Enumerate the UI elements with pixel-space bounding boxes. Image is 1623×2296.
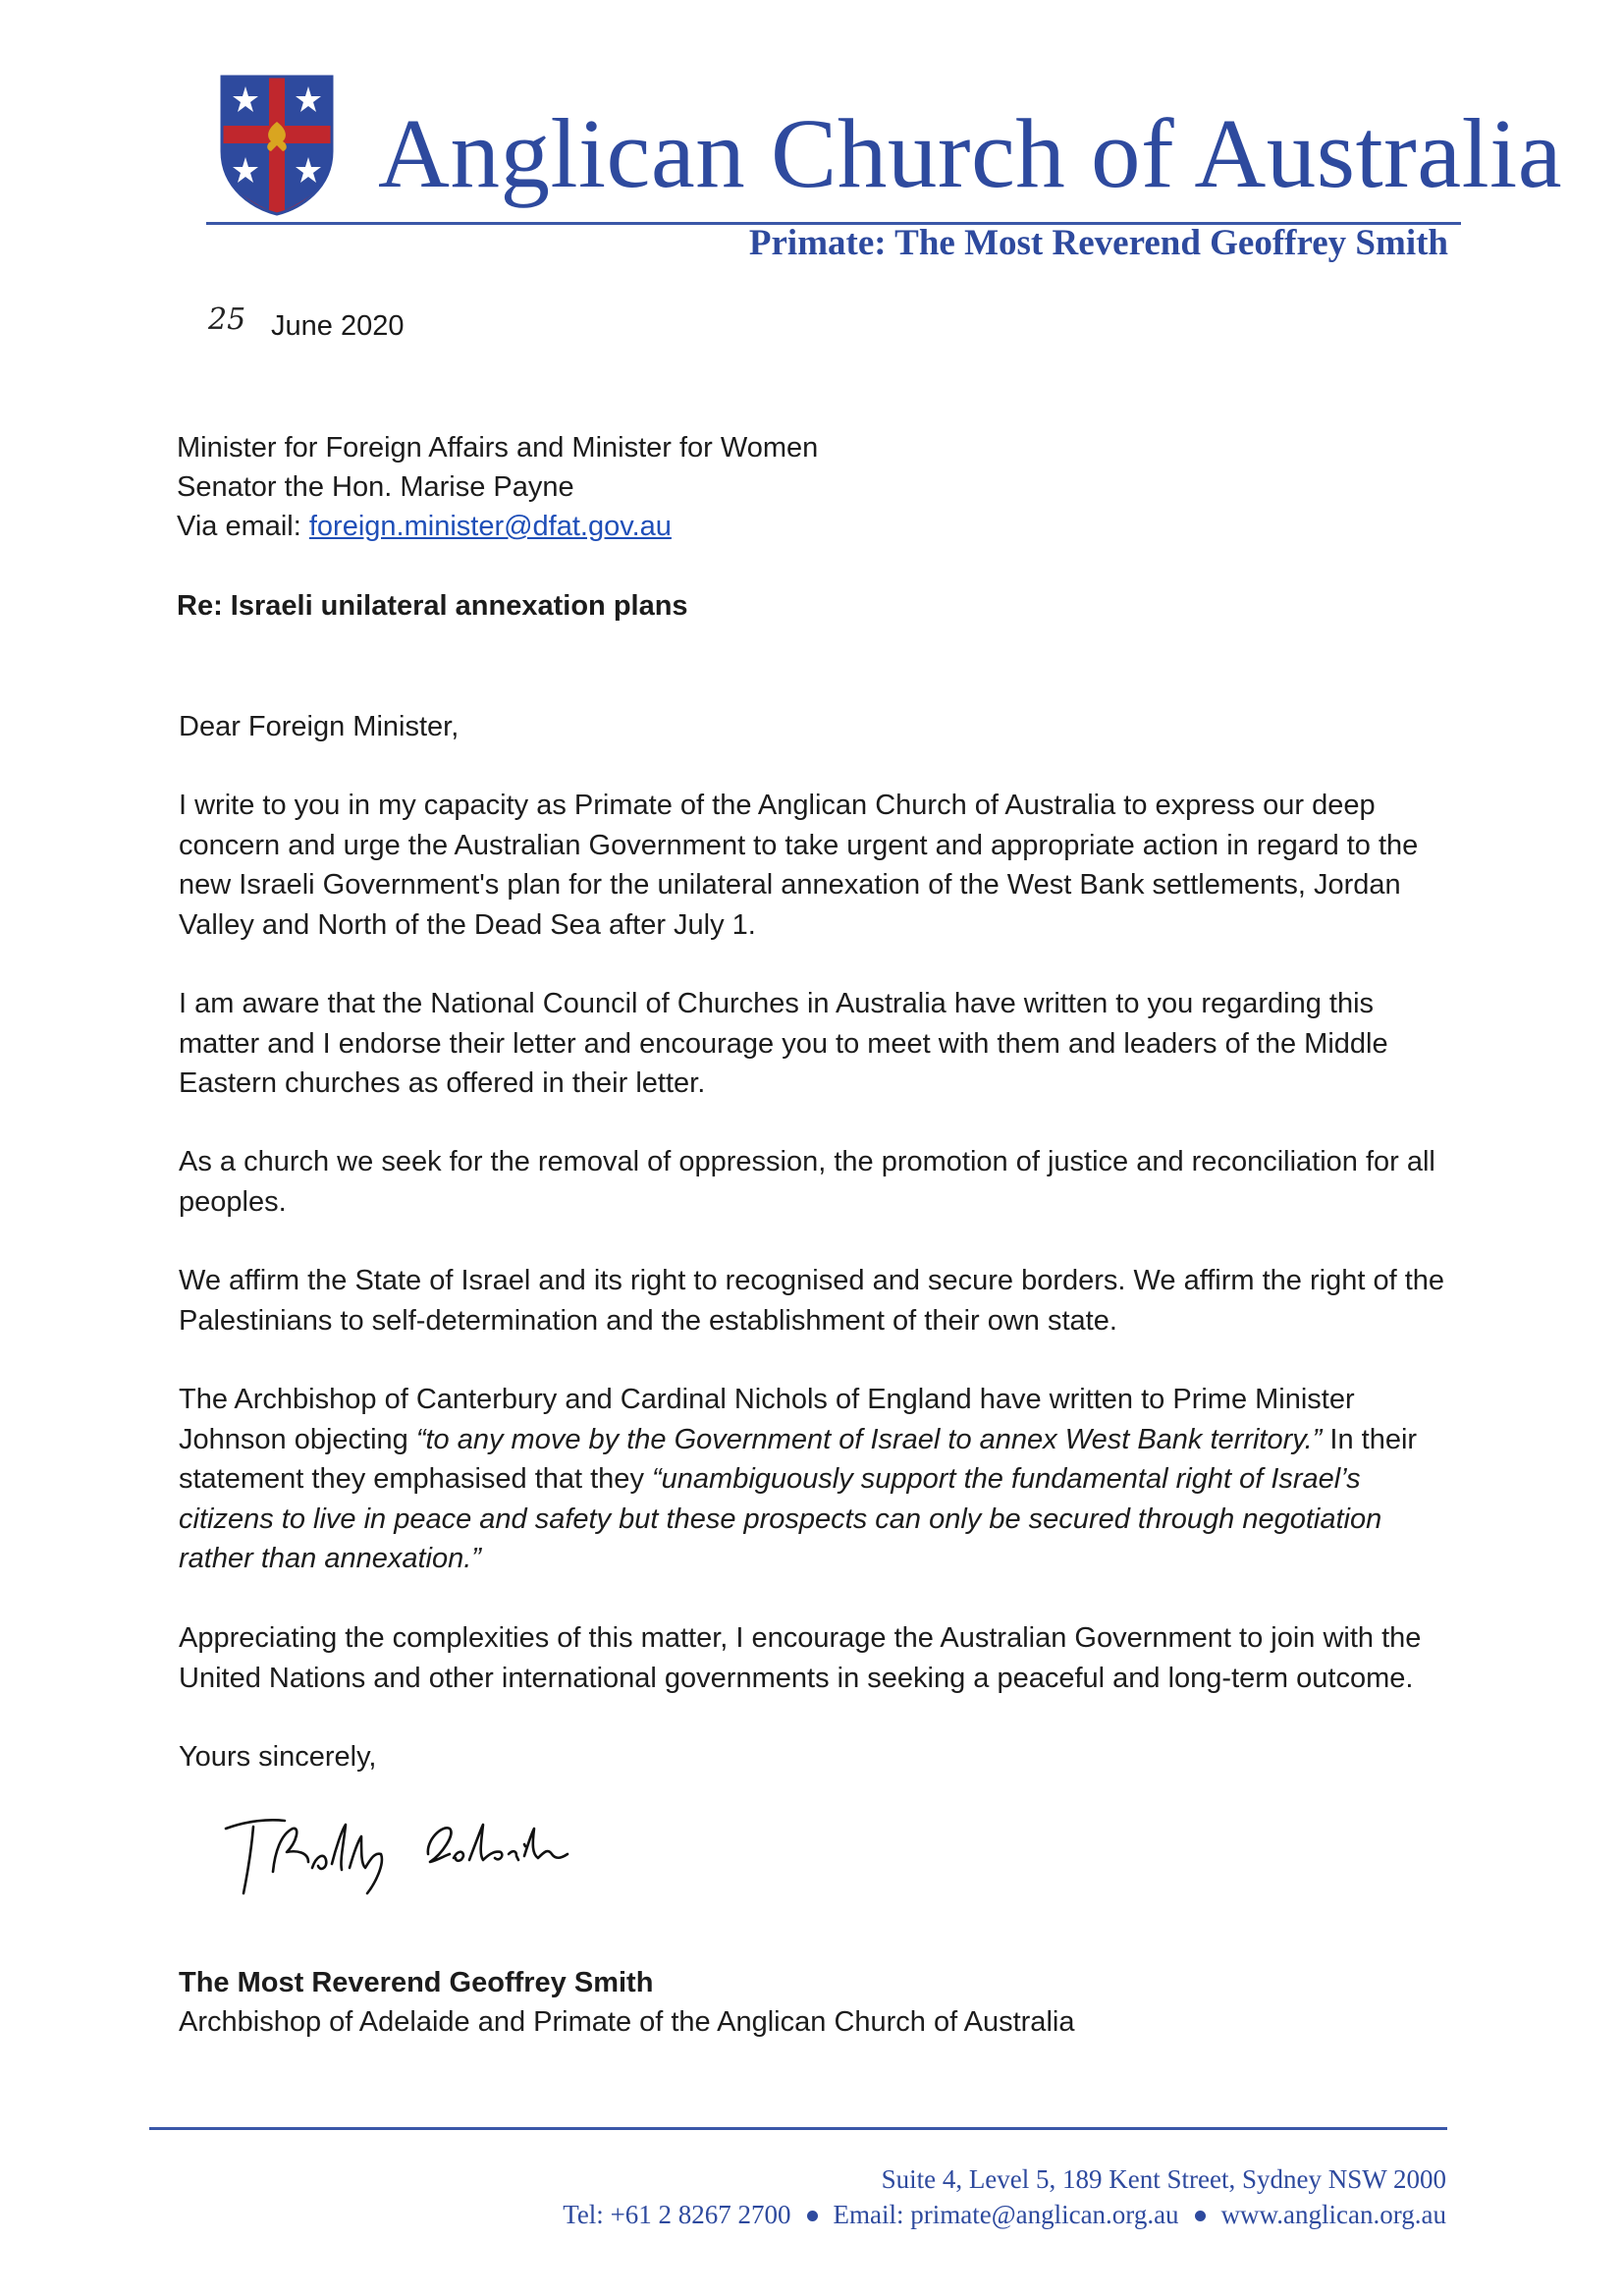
footer-email[interactable]: Email: primate@anglican.org.au [833,2200,1179,2229]
recipient-title: Minister for Foreign Affairs and Minister for Women [177,432,819,464]
salutation: Dear Foreign Minister, [179,711,460,742]
recipient-email-link[interactable]: foreign.minister@dfat.gov.au [308,511,672,542]
church-crest-logo [218,73,336,216]
paragraph-3: As a church we seek for the removal of oppression, the promotion of justice and reconciliation for all peoples. [179,1146,1435,1218]
signatory-name: The Most Reverend Geoffrey Smith [179,1967,654,1998]
subject-line: Re: Israeli unilateral annexation plans [177,590,688,622]
quote-1: “to any move by the Government of Israel to annex West Bank territory.” [415,1423,1323,1455]
handwritten-signature [218,1799,591,1907]
email-label: Via email: [177,511,309,542]
footer-address: Suite 4, Level 5, 189 Kent Street, Sydney NSW 2000 [881,2164,1446,2194]
recipient-name: Senator the Hon. Marise Payne [177,471,574,503]
paragraph-6: Appreciating the complexities of this matter, I encourage the Australian Government to join with the United Nations and other international governments in seeking a peaceful and long-term outcome. [179,1622,1422,1694]
paragraph-1: I write to you in my capacity as Primate of the Anglican Church of Australia to express our deep concern and urge the Australian Government to take urgent and appropriate action in regard to the new Israeli Government's plan for the unilateral annexation of the West Bank settlements, Jordan Valley and North of the Dead Sea after July 1. [179,790,1419,941]
handwritten-date-day: 25 [208,302,246,337]
bullet-dot [1195,2211,1206,2221]
primate-line: Primate: The Most Reverend Geoffrey Smith [748,223,1448,263]
recipient-email-line [177,507,672,546]
signatory-title: Archbishop of Adelaide and Primate of the Anglican Church of Australia [179,2006,1075,2038]
footer-divider [149,2127,1447,2130]
footer-tel: Tel: +61 2 8267 2700 [563,2200,791,2229]
footer-website[interactable]: www.anglican.org.au [1220,2200,1446,2229]
paragraph-4: We affirm the State of Israel and its right to recognised and secure borders. We affirm the right of the Palestinians to self-determination and the establishment of their own state. [179,1265,1445,1337]
organisation-name: Anglican Church of Australia [378,98,1563,208]
paragraph-5: The Archbishop of Canterbury and Cardinal Nichols of England have written to Prime Minister Johnson objecting “to any move by the Government of Israel to annex West Bank territory.” In their statement they emphasised that they “unambiguously support the fundamental right of Israel’s citizens to live in peace and safety but these prospects can only be secured through negotiation rather than annexation.” [179,1384,1418,1574]
footer-contact [563,2200,1446,2230]
paragraph-2: I am aware that the National Council of Churches in Australia have written to you regarding this matter and I endorse their letter and encourage you to meet with them and leaders of the Middle Eastern churches as offered in their letter. [179,988,1388,1099]
quote-2: “unambiguously support the fundamental right of Israel’s citizens to live in peace and safety but these prospects can only be secured through negotiation rather than annexation.” [179,1463,1382,1574]
letter-date: June 2020 [271,310,405,342]
closing: Yours sincerely, [179,1741,377,1773]
bullet-dot [807,2211,818,2221]
